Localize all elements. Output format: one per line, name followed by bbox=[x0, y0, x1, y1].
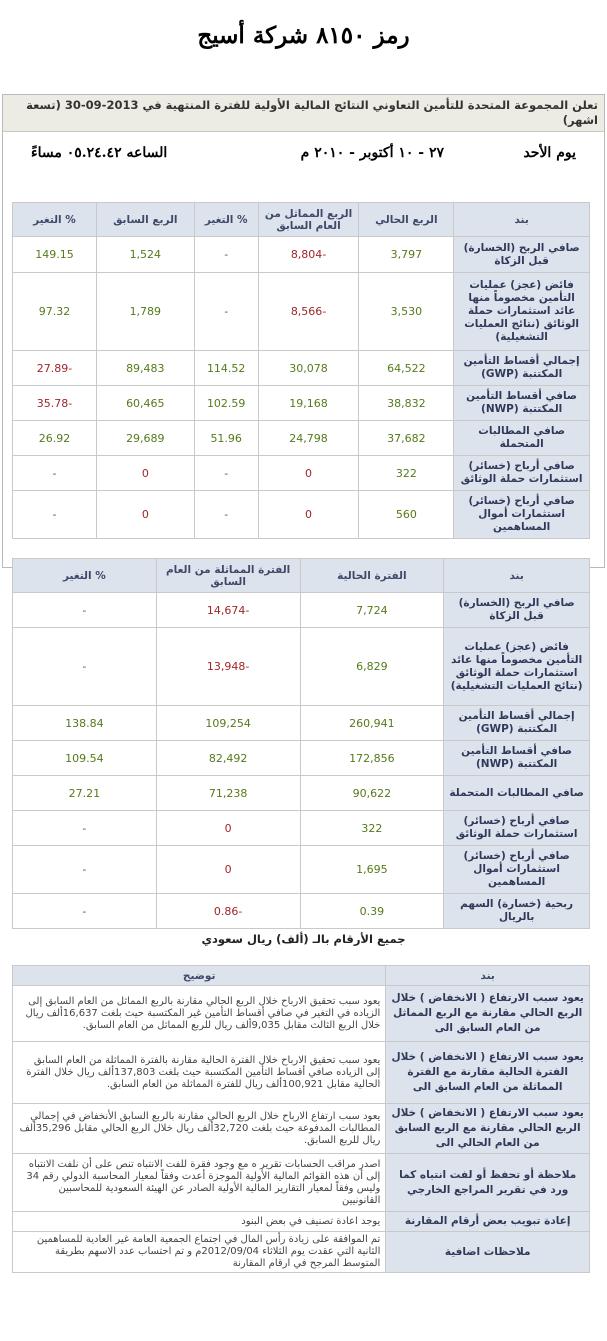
table-cell: 109.54 bbox=[13, 741, 157, 776]
table-cell: 90,622 bbox=[300, 776, 444, 811]
table-cell: 0 bbox=[156, 846, 300, 894]
table-cell: 3,530 bbox=[359, 273, 454, 351]
table-cell: 89,483 bbox=[96, 351, 194, 386]
table-row bbox=[13, 1154, 590, 1212]
table-row bbox=[13, 351, 590, 386]
table-cell: 60,465 bbox=[96, 386, 194, 421]
table-cell: 37,682 bbox=[359, 421, 454, 456]
row-label: صافي المطالبات المتحملة bbox=[444, 776, 590, 811]
table-cell: 114.52 bbox=[194, 351, 258, 386]
row-label: صافي الربح (الخسارة) قبل الزكاة bbox=[444, 593, 590, 628]
row-label: فائض (عجز) عمليات التأمين مخصوماً منها عائد استثمارات حملة الوثائق (نتائج العمليات التشغيلية) bbox=[444, 628, 590, 706]
row-label: صافي أقساط التأمين المكتتبة (NWP) bbox=[444, 741, 590, 776]
table-cell: 260,941 bbox=[300, 706, 444, 741]
table-cell: - bbox=[194, 237, 258, 273]
table-cell: 82,492 bbox=[156, 741, 300, 776]
row-label: ربحية (خسارة) السهم بالريال bbox=[444, 894, 590, 929]
table-cell: 0 bbox=[258, 491, 359, 539]
date-day: يوم الأحد bbox=[523, 145, 576, 161]
row-label: إجمالي أقساط التأمين المكتتبة (GWP) bbox=[444, 706, 590, 741]
table-cell: - bbox=[13, 628, 157, 706]
note-label: يعود سبب الارتفاع ( الانخفاض ) خلال الربع الحالي مقارنة مع الربع المماثل من العام السابق الى bbox=[386, 986, 590, 1042]
row-label: صافي أرباح (خسائر) استثمارات حملة الوثائق bbox=[444, 811, 590, 846]
table-cell: 1,789 bbox=[96, 273, 194, 351]
note-label: ملاحظة أو تحفظ أو لفت انتباه كما ورد في تقرير المراجع الخارجي bbox=[386, 1154, 590, 1212]
table-cell: 27.21 bbox=[13, 776, 157, 811]
table-row bbox=[13, 628, 590, 706]
table-cell: -0.86 bbox=[156, 894, 300, 929]
table-cell: -13,948 bbox=[156, 628, 300, 706]
table-row bbox=[13, 273, 590, 351]
table-cell: 71,238 bbox=[156, 776, 300, 811]
header-item: بند bbox=[454, 203, 590, 237]
table-cell: - bbox=[13, 593, 157, 628]
table-cell: 29,689 bbox=[96, 421, 194, 456]
table-cell: 322 bbox=[359, 456, 454, 491]
table-row bbox=[13, 776, 590, 811]
table-row bbox=[13, 846, 590, 894]
row-label: إجمالي أقساط التأمين المكتتبة (GWP) bbox=[454, 351, 590, 386]
table-cell: - bbox=[194, 273, 258, 351]
header-change-pct: % التغير bbox=[194, 203, 258, 237]
row-label: صافي أرباح (خسائر) استثمارات أموال المساهمين bbox=[454, 491, 590, 539]
table-cell: - bbox=[13, 846, 157, 894]
table-cell: 109,254 bbox=[156, 706, 300, 741]
table-row bbox=[13, 456, 590, 491]
table-cell: - bbox=[194, 456, 258, 491]
table-cell: 0 bbox=[96, 456, 194, 491]
table-cell: - bbox=[13, 894, 157, 929]
table-cell: -35.78 bbox=[13, 386, 97, 421]
table-cell: 560 bbox=[359, 491, 454, 539]
table-row bbox=[13, 894, 590, 929]
dateline bbox=[3, 145, 604, 173]
table-cell: 97.32 bbox=[13, 273, 97, 351]
table-cell: 138.84 bbox=[13, 706, 157, 741]
page-title: رمز ٨١٥٠ شركة أسيج bbox=[197, 22, 410, 49]
period-results-table bbox=[12, 558, 590, 929]
table-cell: 0.39 bbox=[300, 894, 444, 929]
table-cell: 26.92 bbox=[13, 421, 97, 456]
table-cell: 1,695 bbox=[300, 846, 444, 894]
table-header-row bbox=[13, 203, 590, 237]
units-note: جميع الأرقام بالـ (ألف) ريال سعودي bbox=[201, 932, 406, 946]
table-row bbox=[13, 741, 590, 776]
table-cell: 3,797 bbox=[359, 237, 454, 273]
note-label: يعود سبب الارتفاع ( الانخفاض ) خلال الفترة الحالية مقارنة مع الفترة المماثلة من العام السابق الى bbox=[386, 1042, 590, 1104]
explanations-table bbox=[12, 965, 590, 1273]
table-cell: 149.15 bbox=[13, 237, 97, 273]
header-current-quarter: الربع الحالي bbox=[359, 203, 454, 237]
table-cell: 24,798 bbox=[258, 421, 359, 456]
table-row bbox=[13, 1232, 590, 1273]
table-cell: 0 bbox=[96, 491, 194, 539]
row-label: صافي الربح (الخسارة) قبل الزكاة bbox=[454, 237, 590, 273]
note-text: يوجد اعادة تصنيف في بعض البنود bbox=[13, 1212, 386, 1232]
table-cell: - bbox=[194, 491, 258, 539]
header-previous-quarter: الربع السابق bbox=[96, 203, 194, 237]
table-row bbox=[13, 421, 590, 456]
note-text: اصدر مراقب الحسابات تقرير ه مع وجود فقرة للفت الانتباه تنص على أن نلفت الانتباه إلى أن هذه القوائم المالية الأولية الموجزة أعدت وفقاً لمعيار المحاسبة الدولي رقم 34 وليس وفقاً لمعيار التقارير المالية الأولية الصادر عن الهيئة السعودية للمحاسبين القانونيين bbox=[13, 1154, 386, 1212]
note-text: يعود سبب تحقيق الارباح خلال الربع الحالي مقارنة بالربع المماثل من العام السابق إلى الزياده في التغير في صافي أقساط التأمين غير المكتسبة حيث بلغت 16,637ألف ريال خلال الربع الثالث مقابل 9,035ألف ريال للربع المماثل من العام السابق. bbox=[13, 986, 386, 1042]
table-cell: 6,829 bbox=[300, 628, 444, 706]
table-cell: 102.59 bbox=[194, 386, 258, 421]
row-label: فائض (عجز) عمليات التأمين مخصوماً منها عائد استثمارات حملة الوثائق (نتائج العمليات التشغيلية) bbox=[454, 273, 590, 351]
table-row bbox=[13, 237, 590, 273]
table-cell: 30,078 bbox=[258, 351, 359, 386]
announcement-text: تعلن المجموعة المتحدة للتأمين التعاوني النتائج المالية الأولية للفترة المنتهية في 2013-09-30 (تسعة اشهر) bbox=[3, 95, 604, 132]
table-cell: -8,804 bbox=[258, 237, 359, 273]
table-cell: -27.89 bbox=[13, 351, 97, 386]
header-change-pct: % التغير bbox=[13, 559, 157, 593]
table-row bbox=[13, 811, 590, 846]
table-row bbox=[13, 1104, 590, 1154]
table-row bbox=[13, 491, 590, 539]
note-label: يعود سبب الارتفاع ( الانخفاض ) خلال الربع الحالي مقارنة مع الربع السابق من العام الحالي الى bbox=[386, 1104, 590, 1154]
note-label: إعادة تبويب بعض أرقام المقارنة bbox=[386, 1212, 590, 1232]
table-cell: 172,856 bbox=[300, 741, 444, 776]
table-header-row bbox=[13, 559, 590, 593]
table-cell: 0 bbox=[156, 811, 300, 846]
date-value: ٢٧ - ١٠ أكتوبر - ٢٠١٠ م bbox=[300, 145, 444, 161]
table-header-row bbox=[13, 966, 590, 986]
header-change-pct: % التغير bbox=[13, 203, 97, 237]
header-same-quarter-last-year: الربع المماثل من العام السابق bbox=[258, 203, 359, 237]
header-item: بند bbox=[386, 966, 590, 986]
date-time: الساعه ٠٥.٢٤.٤٢ مساءً bbox=[31, 145, 168, 161]
row-label: صافي المطالبات المتحملة bbox=[454, 421, 590, 456]
table-cell: 38,832 bbox=[359, 386, 454, 421]
header-same-period-last-year: الفترة المماثلة من العام السابق bbox=[156, 559, 300, 593]
table-cell: 322 bbox=[300, 811, 444, 846]
table-cell: - bbox=[13, 456, 97, 491]
table-row bbox=[13, 1212, 590, 1232]
header-current-period: الفترة الحالية bbox=[300, 559, 444, 593]
row-label: صافي أرباح (خسائر) استثمارات حملة الوثائق bbox=[454, 456, 590, 491]
header-explanation: توضيح bbox=[13, 966, 386, 986]
table-row bbox=[13, 1042, 590, 1104]
row-label: صافي أرباح (خسائر) استثمارات أموال المساهمين bbox=[444, 846, 590, 894]
table-cell: -8,566 bbox=[258, 273, 359, 351]
note-text: يعود سبب ارتفاع الارباح خلال الربع الحالي مقارنة بالربع السابق الأنخفاض في إجمالي المطالبات المدفوعة حيث بلغت 32,720ألف ريال خلال الربع الحالي مقابل 35,296ألف ريال للربع السابق. bbox=[13, 1104, 386, 1154]
table-cell: 19,168 bbox=[258, 386, 359, 421]
note-text: تم الموافقة على زيادة رأس المال في اجتماع الجمعية العامة غير العادية للمساهمين الثانية التي عقدت يوم الثلاثاء 2012/09/04م و تم احتساب عدد الاسهم بطريقة المتوسط المرجح في ارقام المقارنة bbox=[13, 1232, 386, 1273]
table-row bbox=[13, 706, 590, 741]
table-cell: 1,524 bbox=[96, 237, 194, 273]
table-cell: - bbox=[13, 491, 97, 539]
table-cell: 64,522 bbox=[359, 351, 454, 386]
row-label: صافي أقساط التأمين المكتتبة (NWP) bbox=[454, 386, 590, 421]
table-cell: 7,724 bbox=[300, 593, 444, 628]
note-label: ملاحظات اضافية bbox=[386, 1232, 590, 1273]
table-row bbox=[13, 593, 590, 628]
table-cell: -14,674 bbox=[156, 593, 300, 628]
table-row bbox=[13, 386, 590, 421]
table-cell: 51.96 bbox=[194, 421, 258, 456]
table-cell: - bbox=[13, 811, 157, 846]
table-row bbox=[13, 986, 590, 1042]
header-item: بند bbox=[444, 559, 590, 593]
note-text: يعود سبب تحقيق الارباح خلال الفترة الحالية مقارنة بالفترة المماثلة من العام السابق إلى الزياده صافي أقساط التأمين المكتسبة حيث بلغت 137,803ألف ريال خلال الفترة الحالية مقابل 100,921ألف ريال للفترة المماثلة من العام السابق. bbox=[13, 1042, 386, 1104]
quarter-results-table bbox=[12, 202, 590, 539]
table-cell: 0 bbox=[258, 456, 359, 491]
